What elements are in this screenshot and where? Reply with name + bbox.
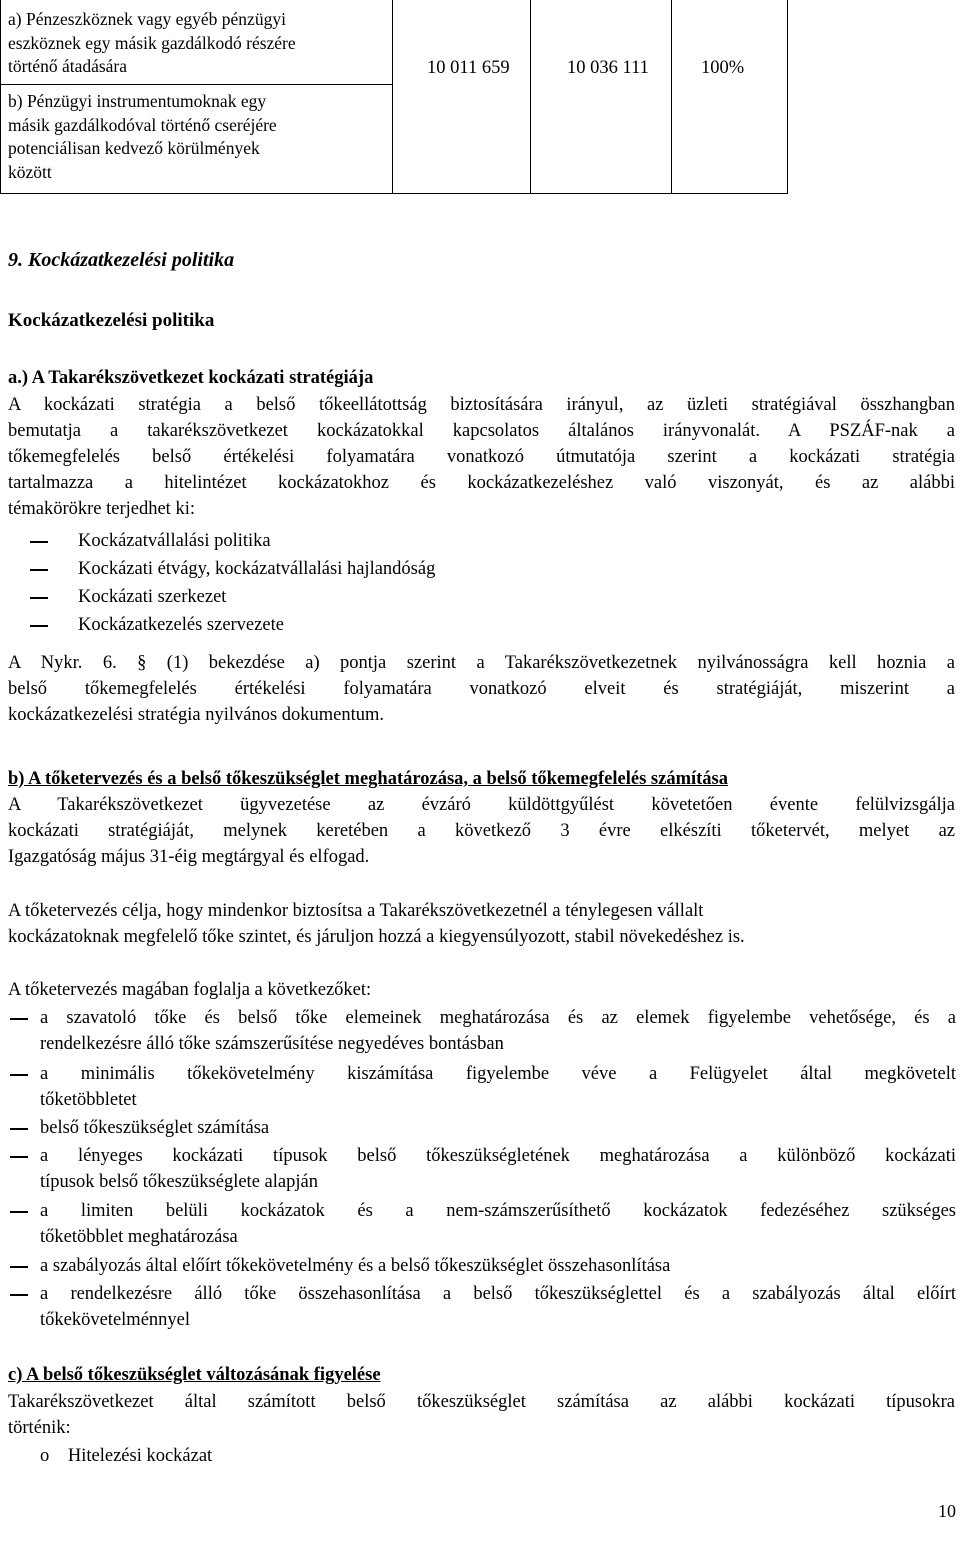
paragraph-line: A Nykr. 6. § (1) bekezdése a) pontja szerint a Takarékszövetkezetnek nyilvánosságra kell hoznia a	[8, 653, 955, 673]
includes-intro: A tőketervezés magában foglalja a következőket:	[8, 980, 372, 1000]
dash-bullet-icon	[30, 597, 48, 599]
part-b-heading	[8, 766, 728, 792]
list-item-text: Kockázatkezelés szervezete	[78, 615, 284, 635]
list-item	[40, 1143, 956, 1195]
page-number: 10	[938, 1501, 956, 1521]
list-item-line: a rendelkezésre álló tőke összehasonlítása a belső tőkeszükséglettel és a szabályozás által előírt	[40, 1284, 956, 1304]
paragraph-line: kockázatoknak megfelelő tőke szintet, és járuljon hozzá a kiegyensúlyozott, stabil növekedéshez is.	[8, 927, 745, 947]
table-border-right	[787, 0, 788, 194]
dash-bullet-icon	[10, 1018, 28, 1020]
paragraph-line: tőkemegfelelés belső értékelési folyamatára vonatkozó útmutatója szerint a kockázati stratégia	[8, 447, 955, 467]
paragraph-line: Takarékszövetkezet által számított belső tőkeszükséglet számítása az alábbi kockázati típusokra	[8, 1392, 955, 1412]
dash-bullet-icon	[10, 1074, 28, 1076]
table-row-divider	[0, 84, 392, 85]
goal-paragraph	[8, 898, 955, 950]
table-border-bottom	[0, 193, 788, 194]
list-item	[40, 1061, 956, 1113]
part-a-heading: a.) A Takarékszövetkezet kockázati stratégiája	[8, 368, 374, 388]
table-border-left	[0, 0, 1, 194]
table-value-1: 10 011 659	[427, 58, 510, 78]
table-row-1-line: a) Pénzeszköznek vagy egyéb pénzügyi	[8, 9, 286, 29]
part-a-paragraph	[8, 392, 955, 522]
dash-bullet-icon	[10, 1294, 28, 1296]
part-c-heading	[8, 1362, 381, 1388]
table-row-1-line: eszköznek egy másik gazdálkodó részére	[8, 32, 296, 53]
paragraph-line: belső tőkemegfelelés értékelési folyamatára vonatkozó elveit és stratégiáját, miszerint a	[8, 679, 955, 699]
subsection-title: Kockázatkezelési politika	[8, 310, 215, 331]
list-item-line: tőkekövetelménnyel	[40, 1310, 191, 1330]
dash-bullet-icon	[30, 541, 48, 543]
list-item	[78, 584, 226, 610]
table-row-1-label	[8, 8, 296, 79]
list-item	[78, 612, 284, 638]
table-border-col1	[392, 0, 393, 194]
list-item-text: Kockázati szerkezet	[78, 587, 227, 607]
list-item	[40, 1005, 956, 1057]
dash-bullet-icon	[10, 1211, 28, 1213]
table-border-col2	[530, 0, 531, 194]
nykr-paragraph	[8, 650, 955, 728]
dash-bullet-icon	[30, 625, 48, 627]
circle-bullet-icon: o	[40, 1446, 50, 1466]
paragraph-line: bemutatja a takarékszövetkezet kockázatokkal kapcsolatos általános irányvonalát. A PSZÁF-nak a	[8, 421, 955, 441]
dash-bullet-icon	[10, 1156, 28, 1158]
list-item	[40, 1281, 956, 1333]
table-row-2-line: potenciálisan kedvező körülmények	[8, 138, 260, 158]
dash-bullet-icon	[10, 1266, 28, 1268]
paragraph-line: kockázati stratégiáját, melynek keretében a következő 3 évre elkészíti tőketervét, melyet az	[8, 821, 955, 841]
part-b-heading-text: b) A tőketervezés és a belső tőkeszükséglet meghatározása, a belső tőkemegfelelés számítása	[8, 769, 728, 789]
list-item	[40, 1253, 956, 1279]
list-item-line: a szabályozás által előírt tőkekövetelmény és a belső tőkeszükséglet összehasonlítása	[40, 1256, 671, 1276]
table-border-col3	[671, 0, 672, 194]
list-item-text: Kockázati étvágy, kockázatvállalási hajlandóság	[78, 559, 436, 579]
list-item-line: típusok belső tőkeszükséglete alapján	[40, 1172, 318, 1192]
dash-bullet-icon	[10, 1128, 28, 1130]
part-b-paragraph	[8, 792, 955, 870]
list-item-line: belső tőkeszükséglet számítása	[40, 1118, 270, 1138]
list-item-line: a minimális tőkekövetelmény kiszámítása figyelembe véve a Felügyelet által megkövetelt	[40, 1064, 956, 1084]
list-item-line: rendelkezésre álló tőke számszerűsítése negyedéves bontásban	[40, 1034, 504, 1054]
part-c-heading-text: c) A belső tőkeszükséglet változásának figyelése	[8, 1365, 381, 1385]
table-row-1-line: történő átadására	[8, 56, 128, 76]
list-item	[78, 556, 435, 582]
paragraph-line: Igazgatóság május 31-éig megtárgyal és elfogad.	[8, 847, 370, 867]
list-item	[40, 1115, 956, 1141]
list-item	[78, 528, 271, 554]
paragraph-line: történik:	[8, 1418, 71, 1438]
table-row-2-line: b) Pénzügyi instrumentumoknak egy	[8, 91, 267, 111]
list-item-line: a limiten belüli kockázatok és a nem-számszerűsíthető kockázatok fedezéséhez szükséges	[40, 1201, 956, 1221]
table-row-2-line: között	[8, 161, 52, 182]
table-row-2-line: másik gazdálkodóval történő cseréjére	[8, 114, 277, 135]
list-item	[40, 1198, 956, 1250]
table-row-2-label	[8, 90, 277, 184]
paragraph-line: témakörökre terjedhet ki:	[8, 499, 195, 519]
list-item-line: tőketöbbletet	[40, 1090, 137, 1110]
list-item-text: Hitelezési kockázat	[67, 1446, 213, 1466]
paragraph-line: A Takarékszövetkezet ügyvezetése az évzáró küldöttgyűlést követetően évente felülvizsgálja	[8, 795, 955, 815]
list-item-line: a szavatoló tőke és belső tőke elemeinek meghatározása és az elemek figyelembe vehetősége, és a	[40, 1008, 956, 1028]
paragraph-line: tartalmazza a hitelintézet kockázatokhoz és kockázatkezeléshez való viszonyát, és az alábbi	[8, 473, 955, 493]
list-item-line: tőketöbblet meghatározása	[40, 1227, 238, 1247]
table-value-3: 100%	[701, 58, 745, 78]
part-c-paragraph	[8, 1389, 955, 1441]
dash-bullet-icon	[30, 569, 48, 571]
list-item-text: Kockázatvállalási politika	[78, 531, 271, 551]
table-value-2: 10 036 111	[567, 58, 649, 78]
list-item-line: a lényeges kockázati típusok belső tőkeszükségletének meghatározása a különböző kockázati	[40, 1146, 956, 1166]
paragraph-line: A kockázati stratégia a belső tőkeellátottság biztosítására irányul, az üzleti stratégiával összhangban	[8, 395, 955, 415]
section-title: 9. Kockázatkezelési politika	[8, 249, 235, 271]
paragraph-line: A tőketervezés célja, hogy mindenkor biztosítsa a Takarékszövetkezetnél a ténylegesen vállalt	[8, 901, 704, 921]
bullet-list-item	[40, 1443, 212, 1469]
paragraph-line: kockázatkezelési stratégia nyilvános dokumentum.	[8, 705, 385, 725]
summary-table	[0, 0, 788, 194]
